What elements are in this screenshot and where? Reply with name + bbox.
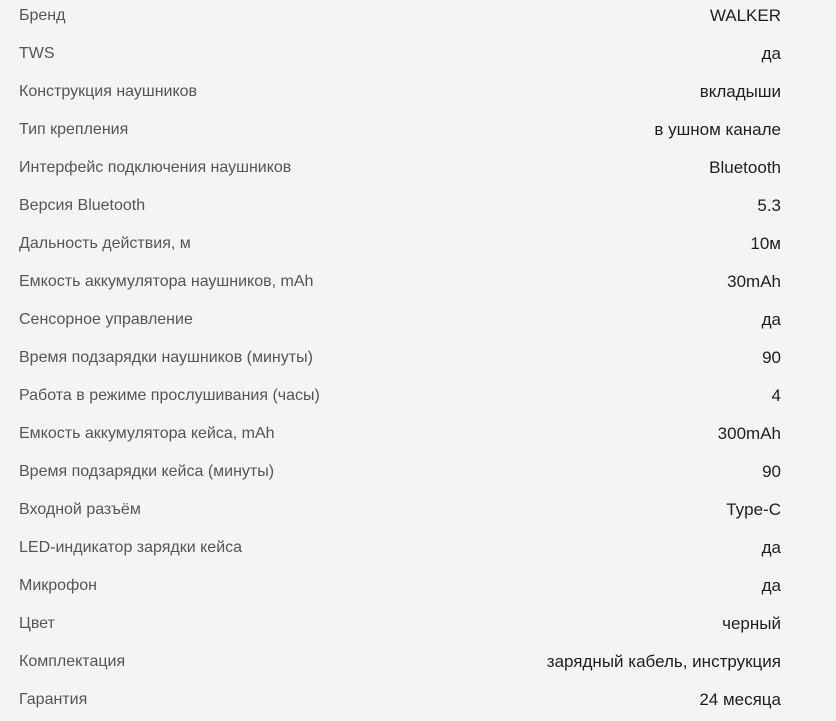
spec-label: Комплектация (19, 653, 126, 670)
spec-label: Время подзарядки наушников (минуты) (19, 349, 313, 366)
spec-value: 30mAh (727, 272, 781, 291)
spec-label: Бренд (19, 7, 66, 24)
spec-label: Емкость аккумулятора наушников, mAh (19, 273, 314, 290)
spec-row-earbud-battery (19, 263, 781, 301)
spec-label: Интерфейс подключения наушников (19, 159, 292, 176)
spec-row-input-connector (19, 491, 781, 529)
spec-value: 5.3 (757, 196, 781, 215)
spec-row-case-battery (19, 415, 781, 453)
spec-row-mount-type (19, 111, 781, 149)
spec-label: Цвет (19, 615, 55, 632)
spec-row-listening-time (19, 377, 781, 415)
spec-value: WALKER (709, 6, 781, 25)
spec-label: Работа в режиме прослушивания (часы) (19, 387, 320, 404)
spec-value: да (761, 538, 781, 557)
spec-value: вкладыши (699, 82, 781, 101)
spec-row-warranty (19, 681, 781, 719)
spec-label: Микрофон (19, 577, 97, 594)
spec-row-package-contents (19, 643, 781, 681)
spec-label: Тип крепления (19, 121, 129, 138)
spec-value: Type-C (726, 500, 781, 519)
spec-value: Bluetooth (709, 158, 781, 177)
spec-row-bluetooth-version (19, 187, 781, 225)
spec-value: да (761, 310, 781, 329)
spec-label: Дальность действия, м (19, 235, 191, 252)
spec-row-tws (19, 35, 781, 73)
spec-value: 4 (771, 386, 781, 405)
spec-value: в ушном канале (654, 120, 781, 139)
spec-label: TWS (19, 45, 55, 62)
spec-label: Емкость аккумулятора кейса, mAh (19, 425, 275, 442)
spec-label: Версия Bluetooth (19, 197, 146, 214)
spec-label: LED-индикатор зарядки кейса (19, 539, 243, 556)
spec-row-range (19, 225, 781, 263)
spec-value: 90 (762, 462, 781, 481)
spec-row-interface (19, 149, 781, 187)
spec-label: Гарантия (19, 691, 88, 708)
spec-value: 300mAh (717, 424, 781, 443)
spec-row-earbud-charge-time (19, 339, 781, 377)
spec-label: Конструкция наушников (19, 83, 198, 100)
spec-value: 10м (750, 234, 781, 253)
spec-label: Сенсорное управление (19, 311, 193, 328)
spec-row-color (19, 605, 781, 643)
spec-row-construction (19, 73, 781, 111)
spec-label: Время подзарядки кейса (минуты) (19, 463, 275, 480)
spec-row-touch-control (19, 301, 781, 339)
spec-value: черный (722, 614, 781, 633)
spec-row-led-indicator (19, 529, 781, 567)
spec-row-microphone (19, 567, 781, 605)
spec-value: да (761, 576, 781, 595)
spec-value: 24 месяца (699, 690, 781, 709)
spec-row-case-charge-time (19, 453, 781, 491)
spec-value: да (761, 44, 781, 63)
spec-value: 90 (762, 348, 781, 367)
spec-value: зарядный кабель, инструкция (546, 652, 781, 671)
spec-row-brand (19, 0, 781, 35)
spec-label: Входной разъём (19, 501, 141, 518)
